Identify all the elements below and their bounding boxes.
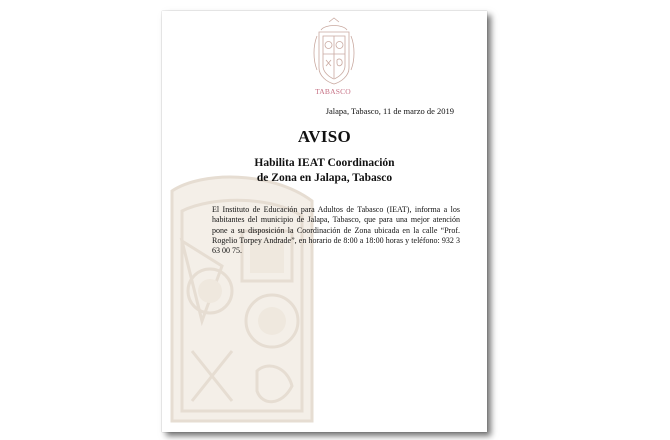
subtitle-line-2: de Zona en Jalapa, Tabasco: [256, 172, 393, 184]
notice-subtitle: [162, 156, 487, 186]
logo-wordmark: TABASCO: [315, 87, 351, 96]
notice-document-page: [162, 11, 487, 432]
subtitle-line-1: Habilita IEAT Coordinación: [254, 157, 395, 169]
place-date: Jalapa, Tabasco, 11 de marzo de 2019: [325, 106, 454, 116]
tabasco-coat-of-arms-icon: [311, 16, 357, 86]
notice-heading: AVISO: [297, 127, 352, 146]
notice-body: El Instituto de Educación para Adultos de Tabasco (IEAT), informa a los habitantes del municipio de Jalapa, Tabasco, que para una mejor atención pone a su disposición la Coordinación de Zona ubicada en la calle “Prof. Rogelio Torpey Andrade”, en horario de 8:00 a 18:00 horas y teléfono: 932 3 63 00 75.: [212, 205, 460, 256]
